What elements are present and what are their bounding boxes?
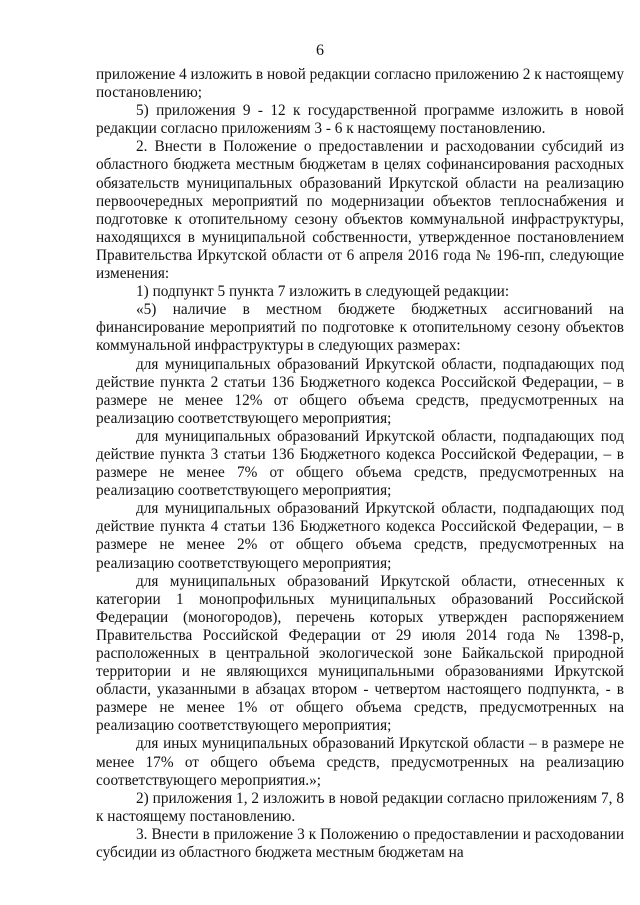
paragraph-rate-12: для муниципальных образований Иркутской области, подпадающих под действие пункта 2 статьи 136 Бюджетного кодекса Российской Федерации, – в размере не менее 12% от общего объема средств, предусмотренных на реализацию соответствующего мероприятия; [96,355,624,427]
paragraph-section-3: 3. Внести в приложение 3 к Положению о предоставлении и расходовании субсидии из областного бюджета местным бюджетам на [96,825,624,862]
paragraph-rate-7: для муниципальных образований Иркутской области, подпадающих под действие пункта 3 статьи 136 Бюджетного кодекса Российской Федерации, – в размере не менее 7% от общего объема средств, предусмотренных на реализацию соответствующего мероприятия; [96,427,624,500]
paragraph-subitem-1: 1) подпункт 5 пункта 7 изложить в следующей редакции: [136,283,510,301]
paragraph-subitem-2: 2) приложения 1, 2 изложить в новой редакции согласно приложениям 7, 8 к настоящему постановлению. [96,789,624,825]
paragraph-section-2: 2. Внести в Положение о предоставлении и расходовании субсидий из областного бюджета местным бюджетам в целях софинансирования расходных обязательств муниципальных образований Иркутской области на реализацию первоочередных мероприятий по модернизации объектов теплоснабжения и подготовке к отопительному сезону объектов коммунальной инфраструктуры, находящихся в муниципальной собственности, утвержденное постановлением Правительства Иркутской области от 6 апреля 2016 года № 196-пп, следующие изменения: [96,138,624,283]
paragraph-rate-2: для муниципальных образований Иркутской области, подпадающих под действие пункта 4 статьи 136 Бюджетного кодекса Российской Федерации, – в размере не менее 2% от общего объема средств, предусмотренных на реализацию соответствующего мероприятия; [96,500,624,572]
document-body [96,66,624,862]
paragraph-continuation: приложение 4 изложить в новой редакции согласно приложению 2 к настоящему постановлению; [96,66,624,102]
paragraph-rate-1: для муниципальных образований Иркутской области, отнесенных к категории 1 монопрофильных муниципальных образований Российской Федерации (моногородов), перечень которых утвержден распоряжением Правительства Российской Федерации от 29 июля 2014 года № 1398-р, расположенных в центральной экологической зоне Байкальской природной территории и не являющихся муниципальными образованиями Иркутской области, указанными в абзацах втором - четвертом настоящего подпункта, - в размере не менее 1% от общего объема средств, предусмотренных на реализацию соответствующего мероприятия; [96,572,624,735]
paragraph-item-5: 5) приложения 9 - 12 к государственной программе изложить в новой редакции согласно приложениям 3 - 6 к настоящему постановлению. [96,102,624,138]
paragraph-quoted-item-5: «5) наличие в местном бюджете бюджетных ассигнований на финансирование мероприятий по подготовке к отопительному сезону объектов коммунальной инфраструктуры в следующих размерах: [96,301,624,355]
paragraph-rate-17: для иных муниципальных образований Иркутской области – в размере не менее 17% от общего объема средств, предусмотренных на реализацию соответствующего мероприятия.»; [96,735,624,789]
page-number: 6 [316,42,324,59]
